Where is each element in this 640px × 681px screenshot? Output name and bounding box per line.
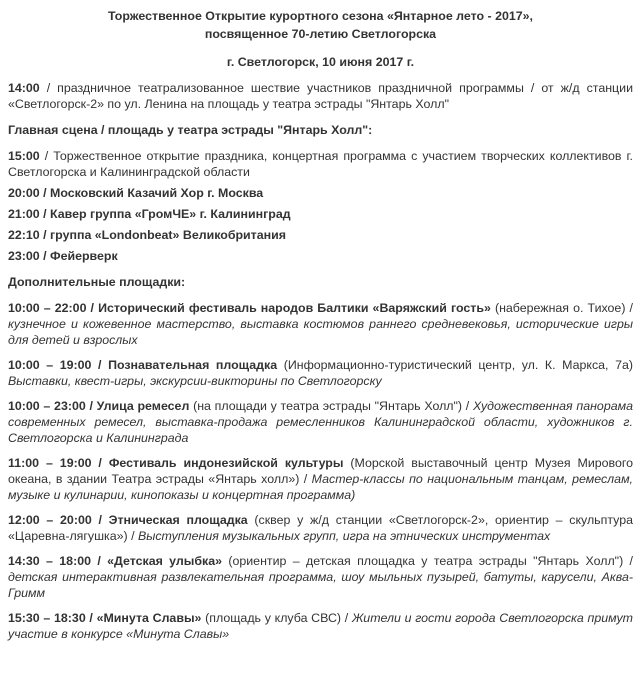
venue-title: 10:00 – 22:00 / Исторический фестиваль народов Балтики «Варяжский гость»	[8, 301, 491, 315]
procession-entry	[8, 80, 633, 112]
main-stage-heading: Главная сцена / площадь у театра эстрады "Янтарь Холл":	[8, 123, 373, 137]
venue-entry	[8, 357, 633, 389]
opening-entry	[8, 148, 633, 180]
venue-title: 11:00 – 19:00 / Фестиваль индонезийской культуры	[8, 456, 344, 470]
extra-venues-heading: Дополнительные площадки:	[8, 275, 186, 289]
venue-title: 12:00 – 20:00 / Этническая площадка	[8, 513, 248, 527]
venue-location: (ориентир – детская площадка у театра эстрады "Янтарь Холл") /	[222, 554, 633, 568]
main-stage-item: 21:00 / Кавер группа «ГромЧЕ» г. Калининград	[8, 207, 291, 221]
venue-title: 14:30 – 18:00 / «Детская улыбка»	[8, 554, 222, 568]
venue-details: Жители и гости города Светлогорска примут участие в конкурсе «Минута Славы»	[8, 611, 633, 641]
venue-location: (сквер у ж/д станции «Светлогорск-2», ориентир – скульптура «Царевна-лягушка») /	[8, 513, 633, 543]
venue-title: 15:30 – 18:30 / «Минута Славы»	[8, 611, 202, 625]
event-title-line-1: Торжественное Открытие курортного сезона «Янтарное лето - 2017»,	[108, 9, 533, 23]
venue-details: Мастер-классы по национальным танцам, ремеслам, музыке и кулинарии, кинопоказы и концертная программа)	[8, 472, 634, 502]
venue-entry	[8, 398, 633, 446]
venue-location: (Морской выставочный центр Музея Мирового океана, в здании Театра эстрады «Янтарь холл») /	[8, 456, 633, 486]
event-place-date: г. Светлогорск, 10 июня 2017 г.	[226, 55, 415, 69]
procession-time: 14:00	[8, 81, 40, 95]
venue-title: 10:00 – 23:00 / Улица ремесел	[8, 399, 190, 413]
venue-details: детская интерактивная развлекательная программа, шоу мыльных пузырей, батуты, карусели, Аква-Гримм	[8, 570, 633, 600]
venue-entry	[8, 512, 633, 544]
venue-details: кузнечное и кожевенное мастерство, выставка костюмов раннего средневековья, исторические игры для детей и взрослых	[8, 317, 633, 347]
venue-location: (на площади у театра эстрады "Янтарь Холл") /	[189, 399, 473, 413]
event-title-line-2: посвященное 70-летию Светлогорска	[204, 27, 437, 41]
venue-details: Выставки, квест-игры, экскурсии-викторины по Светлогорску	[8, 374, 382, 388]
venue-entry	[8, 455, 633, 503]
opening-time: 15:00	[8, 149, 40, 163]
main-stage-item: 22:10 / группа «Londonbeat» Великобритания	[8, 228, 286, 242]
venue-title: 10:00 – 19:00 / Познавательная площадка	[8, 358, 278, 372]
venue-entry	[8, 610, 633, 642]
venue-location: (площадь у клуба СВС) /	[201, 611, 352, 625]
procession-text: / праздничное театрализованное шествие участников праздничной программы / от ж/д станции «Светлогорск-2» по ул. Ленина на площадь у театра эстрады "Янтарь Холл"	[8, 81, 633, 111]
venue-details: Выступления музыкальных групп, игра на этнических инструментах	[137, 529, 551, 543]
venue-location: (Информационно-туристический центр, ул. К. Маркса, 7а)	[277, 358, 633, 372]
venue-entry	[8, 300, 633, 348]
main-stage-item: 23:00 / Фейерверк	[8, 249, 118, 263]
opening-text: / Торжественное открытие праздника, концертная программа с участием творческих коллективов г. Светлогорска и Калининградской области	[8, 149, 633, 179]
venue-details: Художественная панорама современных ремесел, выставка-продажа ремесленников Калининградской области, художников г. Светлогорска и Калининграда	[8, 399, 633, 445]
venue-location: (набережная о. Тихое) /	[490, 301, 633, 315]
main-stage-item: 20:00 / Московский Казачий Хор г. Москва	[8, 186, 264, 200]
venue-entry	[8, 553, 633, 601]
